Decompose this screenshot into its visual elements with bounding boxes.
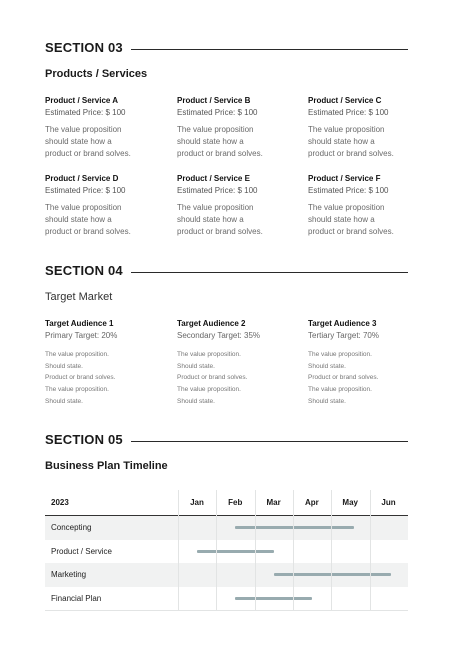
timeline-heading: Business Plan Timeline [45,460,168,472]
audience-line: The value proposition. [308,386,372,394]
product-name: Product / Service A [45,96,119,105]
audience-line: Should state. [45,362,83,370]
audience-line: The value proposition. [45,386,109,394]
timeline-header [45,490,408,516]
timeline-row-label: Financial Plan [51,593,102,603]
product-card [45,174,165,238]
audience-card [177,319,297,408]
audience-line: Should state. [308,397,346,405]
product-price: Estimated Price: $ 100 [308,108,389,117]
audience-line: The value proposition. [177,386,241,394]
section-03-header [45,40,408,58]
product-description [308,124,428,160]
timeline-row-label: Marketing [51,570,87,579]
description-line: The value proposition [308,125,385,134]
audience-line: Product or brand solves. [45,374,116,382]
product-card [177,96,297,160]
timeline-row [45,587,408,611]
audience-line: Product or brand solves. [177,374,248,382]
description-line: The value proposition [177,203,254,212]
product-name: Product / Service F [308,174,381,183]
description-line: product or brand solves. [177,149,263,158]
product-card [45,96,165,160]
section-divider [131,49,408,50]
audience-line: Should state. [177,362,215,370]
description-line: should state how a [45,137,112,146]
description-line: product or brand solves. [177,227,263,236]
audience-line: Should state. [308,362,346,370]
audience-name: Target Audience 1 [45,319,114,328]
timeline-gridline [331,490,332,611]
month-label: Feb [228,498,243,507]
month-label: Jan [190,498,204,507]
audience-target: Secondary Target: 35% [177,331,261,340]
timeline-bottom-rule [45,610,408,611]
month-label: Jun [381,498,396,507]
section-divider [131,441,408,442]
product-price: Estimated Price: $ 100 [45,186,126,195]
audience-card [45,319,165,408]
timeline-bar [235,597,312,600]
product-name: Product / Service B [177,96,251,105]
timeline-gridline [178,490,179,611]
section-05-header [45,432,408,450]
audience-line: Should state. [177,397,215,405]
audience-card [308,319,428,408]
product-name: Product / Service C [308,96,382,105]
timeline-table [45,490,408,610]
product-name: Product / Service D [45,174,119,183]
product-name: Product / Service E [177,174,250,183]
timeline-row-label: Concepting [51,523,92,532]
description-line: should state how a [177,137,244,146]
product-price: Estimated Price: $ 100 [45,108,126,117]
description-line: should state how a [45,215,112,224]
timeline-row [45,516,408,540]
product-description [45,202,165,238]
month-label: May [342,498,358,507]
description-line: The value proposition [308,203,385,212]
product-description [177,124,297,160]
timeline-gridline [293,490,294,611]
timeline-gridline [255,490,256,611]
product-description [308,202,428,238]
description-line: product or brand solves. [308,149,394,158]
audience-name: Target Audience 3 [308,319,377,328]
timeline-row-label: Product / Service [51,546,112,556]
timeline-bar [197,550,274,553]
month-label: Mar [266,498,281,507]
product-price: Estimated Price: $ 100 [177,186,258,195]
audience-target: Tertiary Target: 70% [308,331,379,340]
product-card [308,174,428,238]
timeline-row [45,563,408,587]
products-heading: Products / Services [45,68,148,80]
section-divider [131,272,408,273]
timeline-gridline [370,490,371,611]
audience-target: Primary Target: 20% [45,331,118,340]
description-line: product or brand solves. [308,227,394,236]
timeline-year: 2023 [51,498,69,507]
description-line: The value proposition [45,203,122,212]
audience-line: The value proposition. [45,351,109,358]
description-line: product or brand solves. [45,227,131,236]
month-label: Apr [305,498,319,507]
description-line: product or brand solves. [45,149,131,158]
timeline-bar [235,526,354,529]
audience-line: Should state. [45,397,83,405]
section-title: SECTION 04 [45,263,123,278]
audience-name: Target Audience 2 [177,319,246,328]
description-line: The value proposition [177,125,254,134]
timeline-rows [45,516,408,610]
description-line: should state how a [308,137,375,146]
description-line: The value proposition [45,125,122,134]
target-market-heading: Target Market [45,291,113,303]
product-description [45,124,165,160]
audience-line: Product or brand solves. [308,374,379,382]
description-line: should state how a [308,215,375,224]
section-title: SECTION 03 [45,40,123,55]
description-line: should state how a [177,215,244,224]
product-card [308,96,428,160]
timeline-row [45,540,408,564]
audience-line: The value proposition. [177,351,241,358]
timeline-gridline [216,490,217,611]
product-price: Estimated Price: $ 100 [308,186,389,195]
product-description [177,202,297,238]
section-04-header [45,263,408,281]
product-price: Estimated Price: $ 100 [177,108,258,117]
audience-line: The value proposition. [308,351,372,358]
product-card [177,174,297,238]
section-title: SECTION 05 [45,432,123,447]
